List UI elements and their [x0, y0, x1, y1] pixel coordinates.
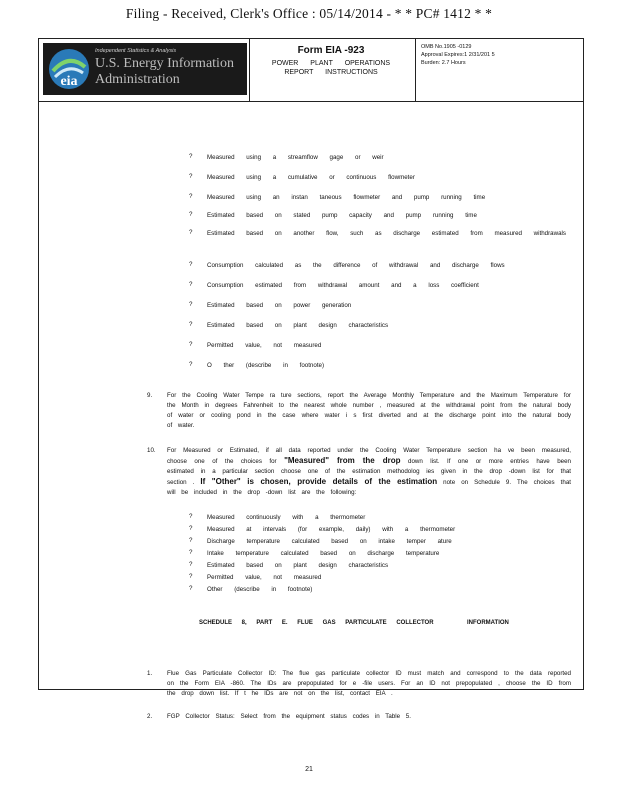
list-item-text: Consumption calculated as the difference of withdrawal and discharge flows	[207, 262, 505, 269]
bullet-glyph: ?	[189, 211, 193, 218]
bullet-glyph: ?	[189, 573, 193, 580]
bullet-glyph: ?	[189, 361, 193, 368]
list-item-text: Measured using a streamflow gage or weir	[207, 154, 384, 161]
list-item-text: Measured continuously with a thermometer	[207, 514, 366, 521]
list-item-text: Intake temperature calculated based on discharge temperature	[207, 550, 440, 557]
eia-logo-icon	[47, 47, 91, 91]
omb-number: OMB No.1905 -0129	[421, 44, 472, 50]
agency-tagline: Independent Statistics & Analysis	[95, 48, 177, 54]
bullet-glyph: ?	[189, 525, 193, 532]
list-item-text: Estimated based on another flow, such as discharge estimated from measured withdrawals	[207, 230, 567, 237]
form-subtitle: POWER PLANT OPERATIONS REPORT INSTRUCTIONS	[271, 60, 391, 76]
instruction-item-2: 2. FGP Collector Status: Select from the equipment status codes in Table 5.	[147, 713, 411, 720]
instruction-item-1: 1. Flue Gas Particulate Collector ID: The flue gas particulate collector ID must match and correspond to the data reported on the Form EIA -860. The IDs are prepopulated for e -file users. For an ID not prepopulated , choose the ID from the drop down list. If t he IDs are not on the list, contact EIA .	[147, 670, 571, 697]
header-divider-left	[249, 39, 250, 101]
omb-info	[421, 43, 495, 67]
agency-name-line2: Administration	[95, 72, 180, 87]
eia-logo	[43, 43, 247, 95]
list-item-text: Measured using a cumulative or continuous flowmeter	[207, 174, 415, 181]
list-item-text: Measured using an instan taneous flowmeter and pump running time	[207, 194, 486, 201]
bullet-glyph: ?	[189, 229, 193, 236]
instruction-item-9: 9. For the Cooling Water Tempe ra ture sections, report the Average Monthly Temperature and the Maximum Temperature for the Month in degrees Fahrenheit to the nearest whole number , measured at the withdrawal point from the natural body of water or cooling pond in the case where water i s first diverted and at the discharge point into the natural body of water.	[147, 392, 571, 429]
header-divider-right	[415, 39, 416, 101]
bullet-glyph: ?	[189, 513, 193, 520]
bullet-glyph: ?	[189, 193, 193, 200]
bullet-glyph: ?	[189, 341, 193, 348]
bullet-glyph: ?	[189, 261, 193, 268]
filing-stamp: Filing - Received, Clerk's Office : 05/14/2014 - * * PC# 1412 * *	[125, 6, 493, 21]
bullet-glyph: ?	[189, 561, 193, 568]
bullet-glyph: ?	[189, 537, 193, 544]
form-title: Form EIA -923	[297, 45, 365, 56]
bullet-glyph: ?	[189, 173, 193, 180]
form-header	[39, 39, 583, 102]
bullet-glyph: ?	[189, 301, 193, 308]
instruction-item-10: 10. For Measured or Estimated, if all data reported under the Cooling Water Temperature section ha ve been measured, choose one of the choices for "Measured" from the drop down list. If one or more entries have been estimated in a particular section choose one of the estimation methodolog ies given in the drop -down list for that section . If "Other" is chosen, provide details of the estimation note on Schedule 9. The choices that will be included in the drop -down list are the following:	[147, 447, 571, 496]
list-item-text: Permitted value, not measured	[207, 574, 322, 581]
omb-burden: Burden: 2.7 Hours	[421, 60, 466, 66]
schedule-heading: SCHEDULE 8, PART E. FLUE GAS PARTICULATE COLLECTOR INFORMATION	[199, 620, 509, 626]
list-item-text: O ther (describe in footnote)	[207, 362, 325, 369]
list-item-text: Discharge temperature calculated based on intake temper ature	[207, 538, 452, 545]
list-item-text: Measured at intervals (for example, daily) with a thermometer	[207, 526, 456, 533]
list-item-text: Permitted value, not measured	[207, 342, 322, 349]
page-number: 21	[305, 766, 313, 773]
agency-name-line1: U.S. Energy Information	[95, 56, 234, 71]
bullet-glyph: ?	[189, 549, 193, 556]
bullet-glyph: ?	[189, 321, 193, 328]
svg-text:eia: eia	[60, 74, 78, 89]
list-item-text: Other (describe in footnote)	[207, 586, 313, 593]
bullet-glyph: ?	[189, 153, 193, 160]
list-item-text: Estimated based on stated pump capacity and pump running time	[207, 212, 477, 219]
bullet-glyph: ?	[189, 281, 193, 288]
list-item-text: Estimated based on plant design characteristics	[207, 562, 389, 569]
list-item-text: Estimated based on plant design characteristics	[207, 322, 389, 329]
omb-approval: Approval Expires:1 2/31/201 5	[421, 52, 495, 58]
list-item-text: Estimated based on power generation	[207, 302, 352, 309]
bullet-glyph: ?	[189, 585, 193, 592]
document-frame	[38, 38, 584, 720]
list-item-text: Consumption estimated from withdrawal amount and a loss coefficient	[207, 282, 479, 289]
